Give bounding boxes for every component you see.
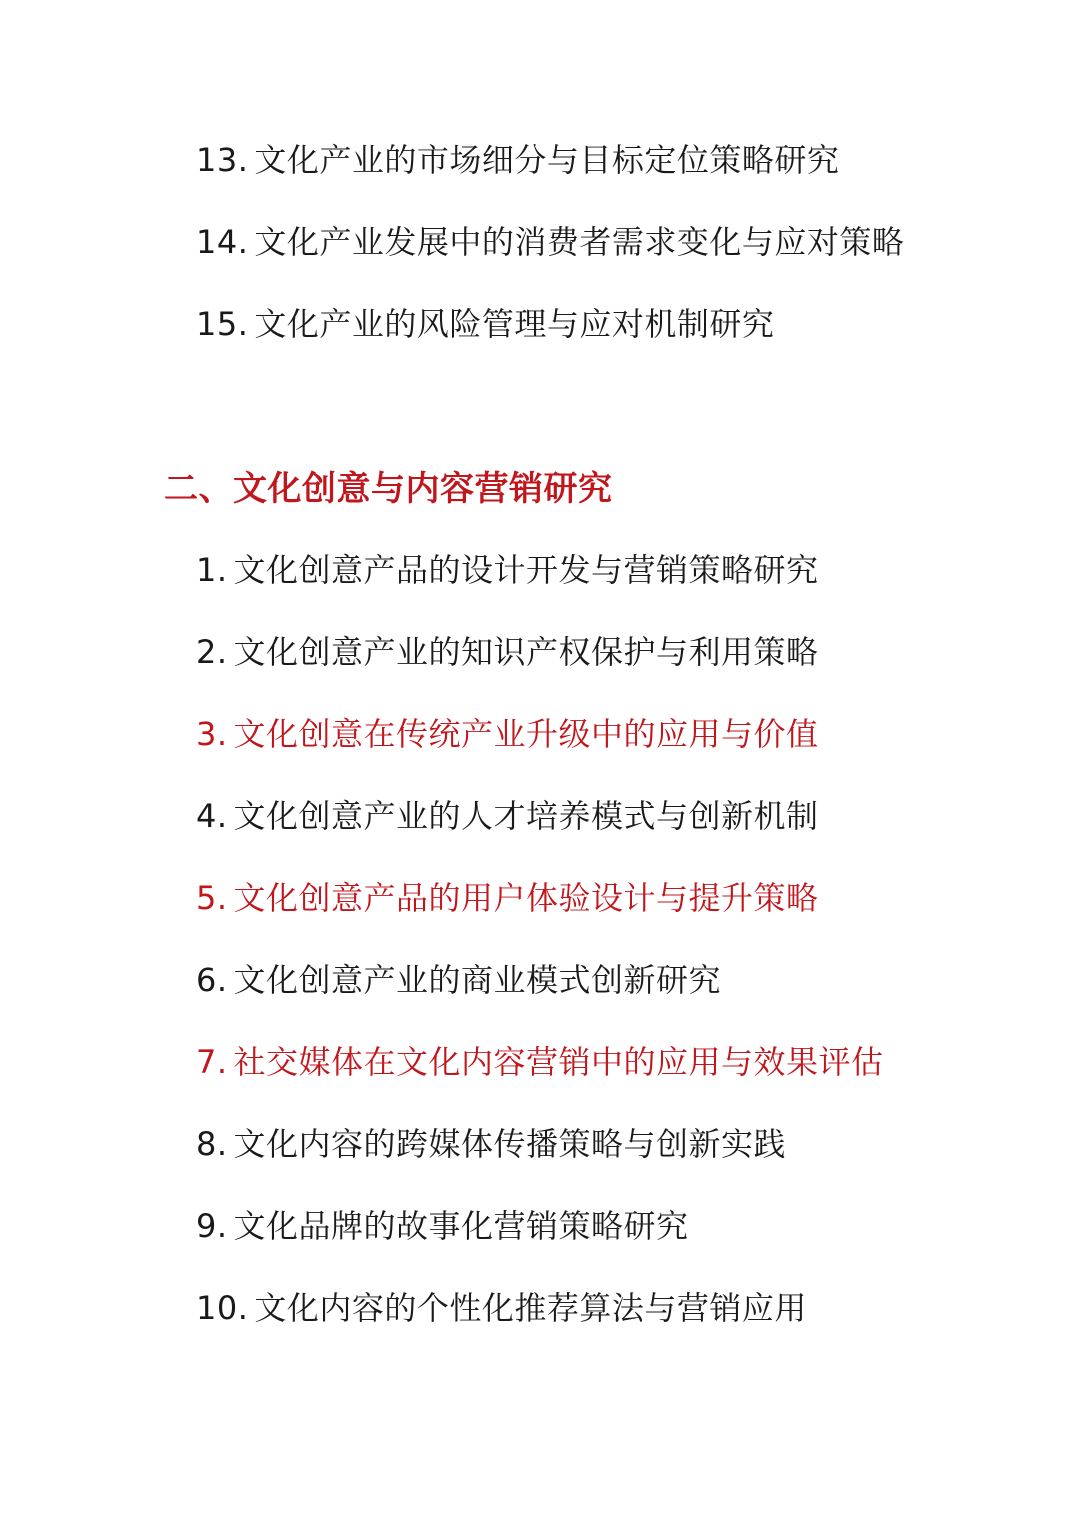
item-number: 1. <box>196 551 228 589</box>
list-item <box>196 1124 786 1164</box>
item-text: 文化创意产业的知识产权保护与利用策略 <box>233 633 819 671</box>
item-number: 6. <box>196 961 228 999</box>
item-text: 文化创意产品的用户体验设计与提升策略 <box>233 879 819 917</box>
list-item <box>196 140 839 180</box>
list-item <box>196 1288 807 1328</box>
item-text: 文化内容的个性化推荐算法与营销应用 <box>254 1289 807 1327</box>
list-item <box>196 222 904 262</box>
item-number: 13. <box>196 141 249 179</box>
item-text: 文化创意在传统产业升级中的应用与价值 <box>233 715 819 753</box>
item-number: 10. <box>196 1289 249 1327</box>
item-number: 4. <box>196 797 228 835</box>
item-text: 文化产业的风险管理与应对机制研究 <box>254 305 775 343</box>
section-heading: 二、文化创意与内容营销研究 <box>164 469 613 509</box>
list-item <box>196 1206 689 1246</box>
item-number: 3. <box>196 715 228 753</box>
item-number: 8. <box>196 1125 228 1163</box>
list-item-highlighted <box>196 1042 884 1082</box>
item-number: 7. <box>196 1043 228 1081</box>
list-item <box>196 632 819 672</box>
item-text: 文化产业发展中的消费者需求变化与应对策略 <box>254 223 905 261</box>
item-number: 5. <box>196 879 228 917</box>
item-number: 2. <box>196 633 228 671</box>
item-number: 14. <box>196 223 249 261</box>
item-text: 文化产业的市场细分与目标定位策略研究 <box>254 141 840 179</box>
list-item <box>196 796 819 836</box>
item-text: 文化品牌的故事化营销策略研究 <box>233 1207 689 1245</box>
list-item <box>196 550 819 590</box>
list-item <box>196 304 774 344</box>
item-text: 文化创意产品的设计开发与营销策略研究 <box>233 551 819 589</box>
item-number: 9. <box>196 1207 228 1245</box>
item-text: 文化创意产业的人才培养模式与创新机制 <box>233 797 819 835</box>
list-item-highlighted <box>196 714 819 754</box>
list-item-highlighted <box>196 878 819 918</box>
item-text: 文化内容的跨媒体传播策略与创新实践 <box>233 1125 787 1163</box>
item-number: 15. <box>196 305 249 343</box>
item-text: 文化创意产业的商业模式创新研究 <box>233 961 722 999</box>
item-text: 社交媒体在文化内容营销中的应用与效果评估 <box>233 1043 884 1081</box>
list-item <box>196 960 721 1000</box>
